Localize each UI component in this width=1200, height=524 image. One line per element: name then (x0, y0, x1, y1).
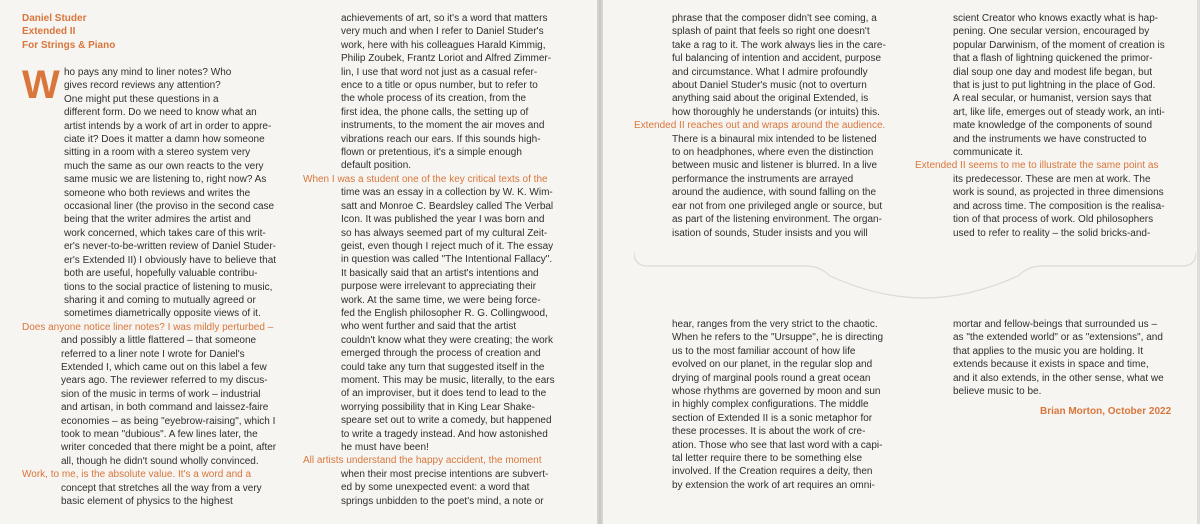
col4-line: believe music to be. (953, 386, 1042, 398)
col3-line: us to the most familiar account of how life (672, 345, 856, 357)
col3-line: When he refers to the "Ursuppe", he is directing (672, 332, 884, 344)
col4-line: that applies to the music you are holding. It (953, 345, 1144, 357)
col2-line: time was an essay in a collection by W. K. Wim- (341, 187, 553, 199)
col2-line: vibrations reach our ears. If this sounds high- (341, 133, 541, 145)
col4-line: its predecessor. These are men at work. The (953, 173, 1151, 185)
col3-line: ful balancing of intention and accident, purpose (672, 53, 882, 65)
col3-line: around the audience, with sound falling on the (672, 187, 877, 199)
col4-line: work is sound, as projected in three dimensions (953, 187, 1164, 199)
col4-line: pening. One secular version, encouraged by (953, 26, 1150, 38)
col4-line: and it also extends, in the other sense, what we (953, 372, 1164, 384)
col3-accent-lead: Extended II reaches out and wraps around the audience. (634, 120, 886, 132)
col1-line: sometimes diametrically opposite views of it. (64, 308, 261, 320)
col4-line: popular Darwinism, of the moment of creation is (953, 39, 1165, 51)
col4-line: as "the extended world" or as "extensions", and (953, 332, 1163, 344)
col1-line: and artisan, in both command and laissez-faire (61, 402, 269, 414)
col1-line: er's never-to-be-written review of Daniel Studer- (64, 241, 276, 253)
col3-line: to on headphones, where even the distinction (672, 147, 874, 159)
col3-line: splash of paint that feels so right one doesn't (672, 26, 870, 38)
col1-line: sion of the music in terms of work – industrial (61, 388, 261, 400)
col2-line: Icon. It was published the year I was born and (341, 214, 545, 226)
col2-line: work, here with his colleagues Harald Kimmig, (341, 39, 546, 51)
col4-line: mate knowledge of the components of sound (953, 120, 1153, 132)
col1-line: Extended I, which came out on this label a few (61, 361, 267, 373)
col4-line: extends because it exists in space and time, (953, 359, 1149, 371)
col1-accent-lead: Does anyone notice liner notes? I was mildly perturbed – (22, 321, 274, 333)
col2-line: could take any turn that suggested itself in the (341, 361, 545, 373)
col4-line: A real secular, or humanist, version says that (953, 93, 1152, 105)
col3-line: about Daniel Studer's music (not to overturn (672, 80, 867, 92)
col1-line: took to mean "dubious". A few lines later, the (61, 428, 258, 440)
col1-line: basic element of physics to the highest (61, 496, 233, 507)
col2-line: the whole process of its creation, from the (341, 93, 527, 105)
col4-line: mortar and fellow-beings that surrounded us – (953, 319, 1158, 330)
col3-line: anything said about the original Extended, is (672, 93, 869, 105)
column-3 (634, 12, 924, 240)
col3-line: by extension the work of art requires an omni- (672, 479, 875, 491)
col3-line: tal letter require there to be something else (672, 453, 863, 465)
col1-line: all, though he didn't sound wholly convinced. (61, 455, 259, 467)
col1-line: sitting in a room with a stereo system very (64, 147, 251, 159)
col1-line: much the same as our own reacts to the very (64, 160, 264, 172)
col1-line: er's Extended II) I obviously have to believe that (64, 254, 277, 266)
col2-line: instruments, to the moment the air moves and (341, 120, 545, 132)
col2-accent-lead: All artists understand the happy accident, the moment (303, 455, 542, 467)
col2-line: work. At the same time, we were being force- (341, 294, 541, 306)
col2-line: emerged through the process of creation and (341, 348, 541, 360)
col2-line: moment. This may be music, literally, to the ears (341, 374, 555, 386)
col1-line: writer conceded that there might be a point, after (61, 442, 277, 454)
col3-line: ation. Those who see that last word with a capi- (672, 439, 883, 451)
col1-line: work concerned, which takes care of this writ- (64, 227, 266, 239)
col3-line: take a rag to it. The work always lies in the care- (672, 39, 886, 51)
col4-line: communicate it. (953, 147, 1024, 159)
col3-line: these processes. It is about the work of cre- (672, 426, 866, 438)
col1-line: ho pays any mind to liner notes? Who (64, 67, 232, 78)
col2-line: geist, even though I reject much of it. The essay (341, 240, 554, 252)
col1-line: and possibly a little flattered – that someone (61, 335, 257, 347)
col4-line: and across time. The composition is the realisa- (953, 200, 1165, 212)
col1-line: same music we are listening to, right now? As (64, 174, 267, 186)
col3-line: as part of the listening environment. The organ- (672, 214, 882, 226)
col2-line: very much and when I refer to Daniel Studer's (341, 26, 544, 38)
col1-line: concept that stretches all the way from a very (61, 482, 262, 494)
column-1 (22, 63, 304, 508)
col2-line: who went further and said that the artist (341, 321, 517, 333)
column-4-lower (953, 318, 1193, 398)
col1-line: referred to a liner note I wrote for Daniel's (61, 348, 245, 360)
col2-line: so has always seemed part of my cultural Zeit- (341, 227, 548, 239)
col3-line: in highly complex configurations. The middle (672, 399, 869, 411)
col3-line: drying of marginal pools round a great ocean (672, 372, 871, 384)
col1-line: years ago. The reviewer referred to my discus- (61, 375, 268, 387)
composer-name: Daniel Studer (22, 13, 87, 24)
col4-accent-lead: Extended II seems to me to illustrate the same point as (915, 160, 1159, 172)
col1-line: ciate it? Does it matter a damn how someone (64, 134, 265, 146)
col3-line: between music and listener is blurred. In a live (672, 160, 878, 172)
album-subtitle: For Strings & Piano (22, 39, 116, 51)
col3-line: and circumstance. What I admire profoundly (672, 66, 868, 78)
col4-line: dial soup one day and modest life began, but (953, 66, 1153, 78)
col4-line: that is just to put lightning in the place of God. (953, 80, 1156, 92)
col2-line: It basically said that an artist's intentions and (341, 267, 539, 279)
col2-line: he must have been! (341, 442, 429, 453)
col2-line: first idea, the phone calls, the setting up of (341, 106, 529, 118)
col1-line: different form. Do we need to know what an (64, 107, 257, 119)
col2-line: fed the English philosopher R. G. Collingwood, (341, 307, 548, 319)
col4-line: scient Creator who knows exactly what is hap- (953, 13, 1159, 24)
col3-line: ear not from one privileged angle or source, but (672, 200, 883, 212)
col1-line: both are useful, hopefully valuable contribu- (64, 268, 258, 280)
col2-line: in question was called "The Intentional Fallacy". (341, 254, 553, 266)
col1-line: sharing it and coming to mutually agreed or (64, 294, 256, 306)
col3-line: There is a binaural mix intended to be listened (672, 133, 877, 145)
col4-line: that a flash of lightning quickened the primor- (953, 53, 1153, 65)
col3-line: whose rhythms are governed by moon and sun (672, 386, 881, 398)
col2-line: satt and Monroe C. Beardsley called The Verbal (341, 200, 554, 212)
col2-line: when their most precise intentions are subvert- (341, 468, 549, 480)
col2-line: couldn't know what they were creating; the work (341, 334, 554, 346)
col2-line: default position. (341, 160, 412, 172)
col2-line: flown or pretentious, it's a simple enough (341, 147, 522, 159)
col3-line: isation of sounds, Studer insists and you will (672, 227, 868, 239)
col2-line: worrying possibility that in King Lear Shake- (341, 401, 535, 413)
album-title: Extended II (22, 26, 76, 38)
col2-line: achievements of art, so it's a word that matters (341, 13, 548, 24)
col3-line: phrase that the composer didn't see coming, a (672, 13, 877, 24)
col4-line: used to refer to reality – the solid bricks-and- (953, 227, 1151, 239)
column-3-lower (672, 318, 924, 492)
col2-line: Philip Zoubek, Frantz Loriot and Alfred Zimmer- (341, 53, 552, 65)
col3-line: evolved on our planet, in the regular slop and (672, 359, 873, 371)
col2-line: ence to a title or opus number, but to refer to (341, 80, 538, 92)
column-2 (303, 12, 593, 508)
col1-line: occasional liner (the proviso in the second case (64, 201, 275, 213)
col1-line: gives record reviews any attention? (64, 80, 221, 92)
col3-line: how thoroughly he understands (or intuits) this. (672, 106, 880, 118)
col1-line: economies – as being "eyebrow-raising", which I (61, 415, 276, 427)
col2-accent-lead: When I was a student one of the key critical texts of the (303, 173, 548, 185)
drop-cap: W (22, 63, 60, 107)
col1-line: someone who both reviews and writes the (64, 187, 251, 199)
col1-line: tions to the social practice of listening to music, (64, 281, 273, 293)
author-signature: Brian Morton, October 2022 (1040, 406, 1172, 417)
header (22, 12, 115, 52)
col3-line: hear, ranges from the very strict to the chaotic. (672, 319, 878, 330)
col1-line: being that the writer admires the artist and (64, 214, 251, 226)
col2-line: to write a tragedy instead. And how astonished (341, 428, 548, 440)
col3-line: involved. If the Creation requires a deity, then (672, 466, 873, 478)
column-4 (915, 12, 1195, 240)
col2-line: speare set out to write a comedy, but happened (341, 415, 552, 427)
col1-line: One might put these questions in a (64, 93, 219, 105)
col1-accent-lead: Work, to me, is the absolute value. It's a word and a (22, 469, 252, 481)
col4-line: tion of that process of work. Old philosophers (953, 214, 1154, 226)
col2-line: springs unbidden to the poet's mind, a note or (341, 495, 544, 507)
col2-line: purpose were irrelevant to appreciating their (341, 281, 537, 293)
col1-line: artist intends by a work of art in order to appre- (64, 120, 272, 132)
col4-line: and the instruments we have constructed to (953, 133, 1147, 145)
col2-line: lin, I use that word not just as a casual refer- (341, 66, 538, 78)
col3-line: performance the instruments are arrayed (672, 173, 854, 185)
col2-line: of an improviser, but it does tend to lead to the (341, 388, 547, 400)
col3-line: section of Extended II is a sonic metaphor for (672, 412, 873, 424)
col4-line: art, like life, emerges out of steady work, an inti- (953, 106, 1165, 118)
col2-line: ed by some unexpected event: a word that (341, 482, 530, 494)
